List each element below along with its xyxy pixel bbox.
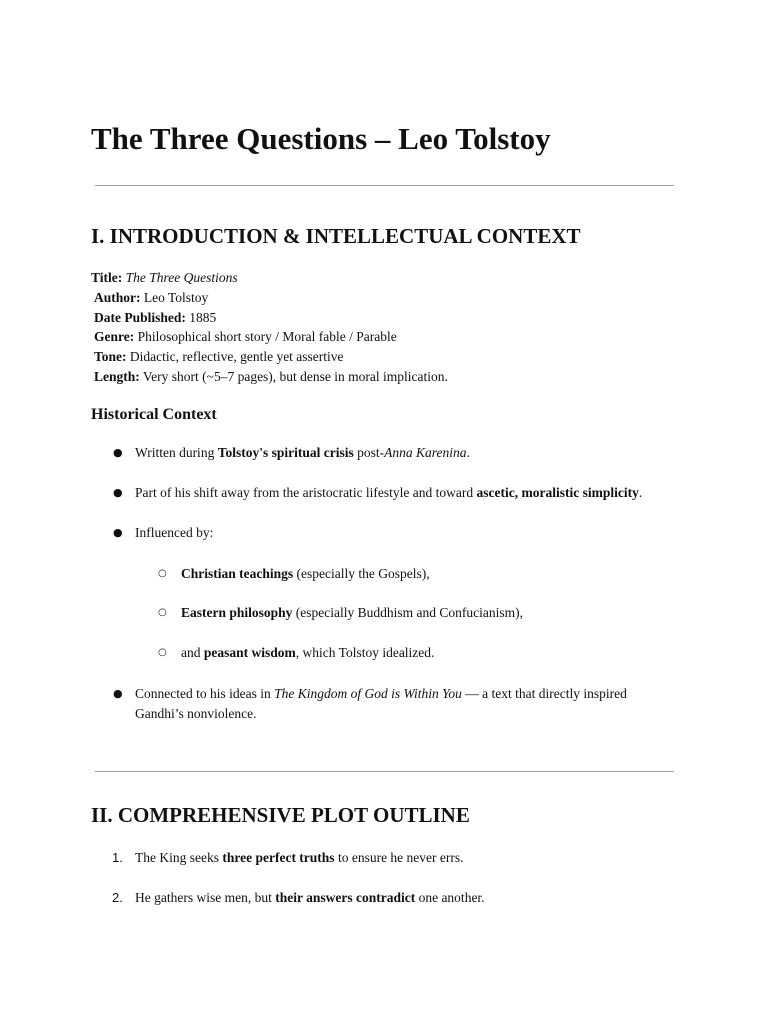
list-item-text: Connected to his ideas in	[135, 686, 275, 701]
meta-author-row	[91, 288, 448, 308]
sub-list-item	[158, 643, 675, 663]
list-item-text: .	[638, 485, 643, 500]
list-item-text: He gathers wise men, but	[135, 890, 276, 905]
subheading-historical-context: Historical Context	[91, 406, 217, 423]
horizontal-rule	[95, 185, 674, 186]
meta-genre-value: Philosophical short story / Moral fable / Parable	[137, 329, 397, 345]
list-item-italic: The Kingdom of God is Within You	[274, 686, 462, 701]
list-item-text: to ensure he never errs.	[334, 850, 464, 865]
list-item-text: (especially Buddhism and Confucianism),	[292, 605, 524, 620]
list-item-emphasis: Tolstoy's spiritual crisis	[217, 445, 354, 460]
meta-length-label: Length:	[94, 368, 140, 384]
meta-tone-row	[91, 347, 448, 367]
meta-length-value: Very short (~5–7 pages), but dense in moral implication.	[142, 368, 448, 384]
list-item-text: one another.	[415, 890, 485, 905]
meta-tone-label: Tone:	[94, 349, 127, 365]
list-item-emphasis: their answers contradict	[275, 890, 416, 905]
meta-genre-row	[91, 327, 448, 347]
list-number: 2.	[112, 890, 123, 905]
list-item-text: , which Tolstoy idealized.	[295, 645, 435, 660]
meta-title-row	[91, 268, 448, 288]
hollow-bullet-icon: ○	[158, 647, 167, 658]
list-item	[113, 684, 675, 724]
sub-list-item	[158, 603, 675, 623]
meta-date-row	[91, 308, 448, 328]
meta-title-label: Title:	[91, 270, 123, 285]
list-item-emphasis: three perfect truths	[222, 850, 335, 865]
meta-genre-label: Genre:	[94, 329, 135, 345]
list-item-text: The King seeks	[135, 850, 223, 865]
meta-date-label: Date Published:	[94, 309, 186, 325]
list-item	[113, 523, 675, 543]
list-item-text: .	[466, 445, 470, 460]
numbered-list-item	[112, 888, 675, 908]
document-title: The Three Questions – Leo Tolstoy	[91, 121, 551, 156]
section-heading-introduction: I. INTRODUCTION & INTELLECTUAL CONTEXT	[91, 224, 581, 248]
list-item-text: Part of his shift away from the aristocratic lifestyle and toward	[135, 485, 477, 500]
sub-list-item	[158, 564, 675, 584]
list-item-emphasis: Eastern philosophy	[181, 605, 293, 620]
list-item-text: Written during	[135, 445, 218, 460]
meta-tone-value: Didactic, reflective, gentle yet assertive	[129, 349, 344, 365]
bullet-icon: ●	[113, 446, 123, 459]
bullet-icon: ●	[113, 526, 123, 539]
bullet-icon: ●	[113, 486, 123, 499]
hollow-bullet-icon: ○	[158, 568, 167, 579]
list-item-text: post-	[353, 445, 385, 460]
metadata-block	[91, 268, 448, 387]
list-item-emphasis: ascetic, moralistic simplicity	[476, 485, 639, 500]
meta-length-row	[91, 367, 448, 387]
meta-author-label: Author:	[94, 289, 141, 305]
section-heading-plot-outline: II. COMPREHENSIVE PLOT OUTLINE	[91, 803, 470, 827]
list-number: 1.	[112, 850, 123, 865]
list-item-text: — a text that directly inspired Gandhi’s nonviolence.	[135, 686, 627, 721]
meta-title-value: The Three Questions	[125, 270, 238, 285]
meta-date-value: 1885	[189, 309, 217, 325]
meta-author-value: Leo Tolstoy	[143, 289, 209, 305]
horizontal-rule	[95, 771, 674, 772]
bullet-icon: ●	[113, 687, 123, 700]
numbered-list-item	[112, 848, 675, 868]
hollow-bullet-icon: ○	[158, 607, 167, 618]
list-item-italic: Anna Karenina	[384, 445, 467, 460]
list-item-emphasis: peasant wisdom	[203, 645, 296, 660]
list-item	[113, 483, 675, 503]
list-item-emphasis: Christian teachings	[181, 566, 294, 581]
list-item-text: Influenced by:	[135, 525, 214, 540]
list-item	[113, 443, 675, 463]
list-item-text: and	[181, 645, 204, 660]
list-item-text: (especially the Gospels),	[293, 566, 430, 581]
